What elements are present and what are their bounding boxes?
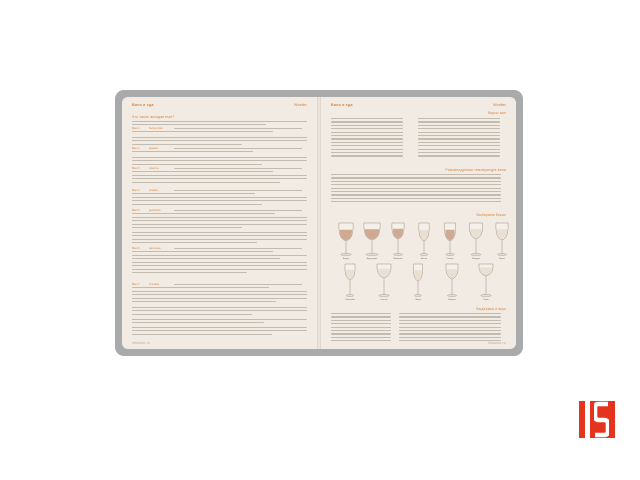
brand-logo [579,401,615,438]
glass-label: Херес [498,258,506,260]
text-line [174,168,302,169]
text-line [132,182,280,183]
row-label: Вино 6 [132,247,140,250]
right-page-header-brand: Wineflex [492,103,506,107]
text-line [331,340,391,341]
text-line [418,132,500,133]
text-line [418,121,500,122]
text-line [132,220,307,221]
text-line [331,121,403,122]
wine-glass-icon [407,262,429,298]
text-line [399,330,501,331]
text-line [174,210,302,211]
glass-label: Ликер [414,299,422,301]
text-line [132,314,252,315]
text-line [418,138,500,139]
text-line [132,157,307,158]
text-line [132,160,307,161]
text-line [132,239,307,240]
glass-label: Белое [420,258,428,260]
text-line [132,310,307,311]
row-name: красное [149,147,158,150]
row-name: игристое [149,167,159,170]
text-line [331,313,391,314]
text-line [331,191,501,192]
text-line [331,138,403,139]
text-line [132,227,242,228]
glass-label: Пунш [483,299,489,301]
text-line [174,284,302,285]
section-title-temperature: Рекомендуемая температура вина [445,168,506,172]
text-line [331,118,403,119]
wine-glass-icon [361,221,383,257]
text-line [331,132,403,133]
wine-glass-icon [373,262,395,298]
glass-label: Портвейн [345,299,355,301]
text-line [331,320,391,321]
text-line [132,213,275,214]
row-name: розовое [149,189,158,192]
text-line [132,217,307,218]
text-line [399,337,501,338]
text-line [132,330,307,331]
row-label: Вино 2 [132,147,140,150]
text-line [418,155,500,156]
glass-label: Шампань [393,258,403,260]
text-line [418,125,500,126]
logo-bar [585,401,590,438]
text-line [331,177,501,178]
text-line [132,251,273,252]
text-line [132,137,307,138]
text-line [331,201,501,202]
text-line [399,313,501,314]
wine-glass-icon [387,221,409,257]
text-line [331,152,403,153]
text-line [132,151,253,152]
text-line [132,200,307,201]
text-line [331,316,391,317]
left-page-footer: infusion.ru [132,341,151,345]
row-label: Вино 7 [132,283,140,286]
text-line [132,124,266,125]
text-line [399,323,501,324]
text-line [132,235,307,236]
left-page-header-title: Вино и еда [132,103,154,107]
text-line [331,188,501,189]
text-line [331,323,391,324]
row-name: белое сухое [149,127,163,130]
text-line [132,204,262,205]
text-line [418,135,500,136]
text-line [174,190,302,191]
text-line [132,197,307,198]
text-line [399,340,501,341]
glass-label: Вермут [448,299,456,301]
text-line [132,258,280,259]
text-line [132,131,273,132]
text-line [132,224,307,225]
glass-label: Сотерн [446,258,454,260]
text-line [331,330,391,331]
text-line [132,291,307,292]
text-line [132,242,257,243]
text-line [132,301,276,302]
text-line [418,145,500,146]
text-line [331,198,501,199]
text-line [418,118,500,119]
glass-label: Коньяк [380,299,388,301]
text-line [132,171,273,172]
text-line [418,128,500,129]
left-page-section-title: Что такое аксидантное? [132,115,175,119]
text-line [418,142,500,143]
wine-glass-icon [339,262,361,298]
text-line [132,294,307,295]
left-page [122,97,317,349]
text-line [399,316,501,317]
text-line [331,145,403,146]
text-line [331,337,391,338]
text-line [331,194,501,195]
text-line [132,175,307,176]
wine-glass-icon [413,221,435,257]
wine-glass-icon [475,262,497,298]
wine-glass-icon [439,221,461,257]
glass-label: Бордо [342,258,350,260]
text-line [331,174,501,175]
text-line [132,327,307,328]
section-title-aging: Выдержка и вкус [476,307,506,311]
text-line [331,125,403,126]
row-label: Вино 5 [132,209,140,212]
text-line [132,265,307,266]
text-line [399,333,501,334]
wine-glass-icon [335,221,357,257]
wine-glass-icon [441,262,463,298]
text-line [132,140,307,141]
text-line [174,128,302,129]
right-page-header-title: Вино и еда [331,103,353,107]
row-label: Вино 1 [132,127,140,130]
text-line [132,319,307,320]
text-line [132,232,307,233]
text-line [418,149,500,150]
text-line [132,298,307,299]
text-line [132,178,307,179]
text-line [132,121,307,122]
left-page-header-brand: Wineflex [293,103,307,107]
text-line [331,135,403,136]
text-line [174,148,302,149]
right-page [321,97,516,349]
text-line [132,144,242,145]
text-line [132,262,307,263]
text-line [174,248,302,249]
right-page-footer: infusion.ru [487,341,506,345]
text-line [418,152,500,153]
row-name: десертное [149,209,161,212]
text-line [331,142,403,143]
section-title-taste: Вкусы вин [488,111,506,115]
text-line [399,320,501,321]
logo-s-icon [594,401,609,438]
wine-glass-icon [491,221,513,257]
row-name: столовое [149,283,160,286]
text-line [132,334,272,335]
section-title-glasses: Выбираем бокал [476,213,506,217]
text-line [132,193,255,194]
text-line [132,287,269,288]
text-line [331,128,403,129]
row-label: Вино 3 [132,167,140,170]
glass-label: Бургундия [366,258,378,260]
wine-glass-icon [465,221,487,257]
text-line [132,255,307,256]
text-line [331,155,403,156]
text-line [331,327,391,328]
text-line [132,322,264,323]
text-line [132,307,307,308]
text-line [132,164,262,165]
text-line [331,184,501,185]
logo-s [594,401,609,438]
text-line [331,149,403,150]
text-line [331,333,391,334]
text-line [399,327,501,328]
text-line [132,269,307,270]
row-name: крепленое [149,247,161,250]
text-line [132,272,247,273]
glass-label: Мадера [472,258,480,260]
text-line [331,181,501,182]
row-label: Вино 4 [132,189,140,192]
